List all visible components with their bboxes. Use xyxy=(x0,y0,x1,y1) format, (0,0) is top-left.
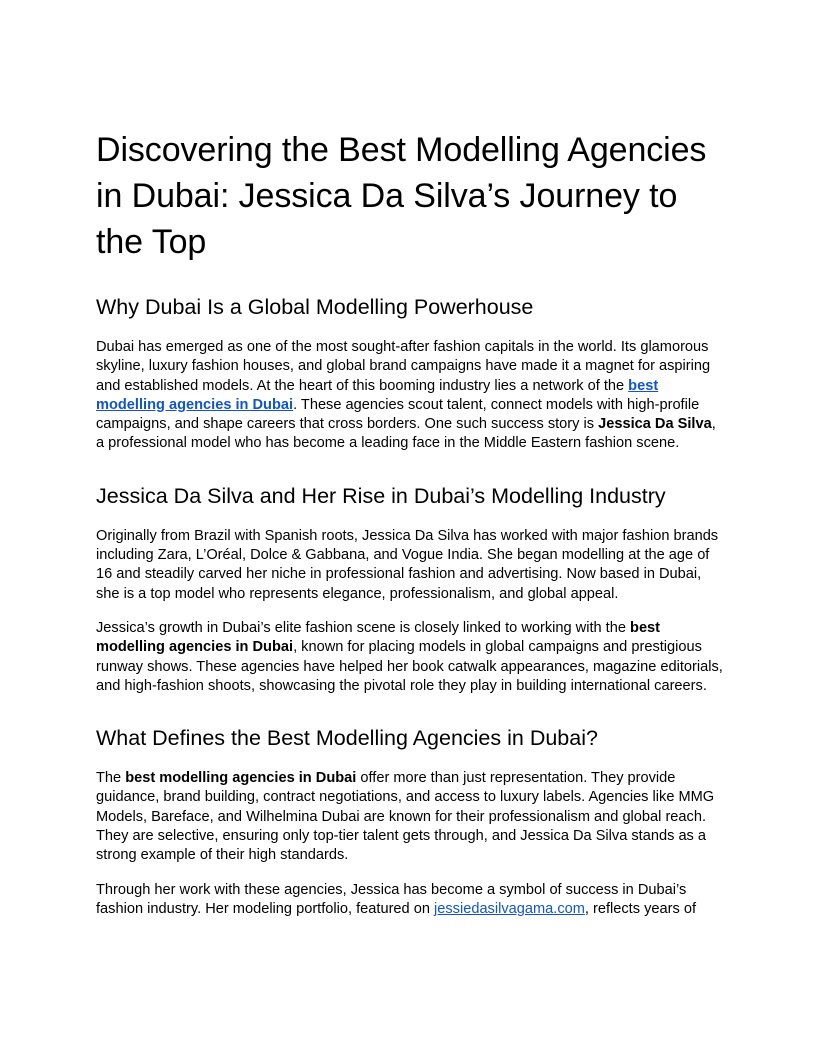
bold-name: Jessica Da Silva xyxy=(598,416,712,433)
paragraph-text: . These agencies scout talent, connect models with high-profile campaigns, and shape careers that cross borders. One such success story is xyxy=(96,396,700,433)
paragraph-jessica-growth xyxy=(96,619,724,696)
bold-phrase: best modelling agencies in Dubai xyxy=(125,770,357,787)
document-page xyxy=(96,127,724,934)
paragraph-text: offer more than just representation. They provide guidance, brand building, contract negotiations, and access to luxury labels. Agencies like MMG Models, Bareface, and Wilhelmina Dubai are known for their professionalism and global reach. They are selective, ensuring only top-tier talent gets through, and Jessica Da Silva stands as a strong example of their high standards. xyxy=(96,770,715,864)
best-agencies-link[interactable]: best modelling agencies in Dubai xyxy=(96,377,659,413)
paragraph-text: The xyxy=(96,770,126,787)
paragraph-text: , a professional model who has become a leading face in the Middle Eastern fashion scene. xyxy=(96,416,716,452)
section-heading-what-defines: What Defines the Best Modelling Agencies in Dubai? xyxy=(96,726,598,751)
paragraph-text: Dubai has emerged as one of the most sought-after fashion capitals in the world. Its glamorous skyline, luxury fashion houses, and global brand campaigns have made it a magnet for aspiring and established models. At the heart of this booming industry lies a network of the xyxy=(96,339,711,394)
paragraph-text: , reflects years of xyxy=(584,900,697,917)
section-heading-jessica-rise: Jessica Da Silva and Her Rise in Dubai’s Modelling Industry xyxy=(96,483,666,508)
portfolio-website-link[interactable]: jessiedasilvagama.com xyxy=(434,900,585,917)
document-title: Discovering the Best Modelling Agencies in Dubai: Jessica Da Silva’s Journey to the Top xyxy=(96,131,707,261)
section-heading-dubai-powerhouse: Why Dubai Is a Global Modelling Powerhouse xyxy=(96,295,534,319)
paragraph-jessica-background: Originally from Brazil with Spanish roots, Jessica Da Silva has worked with major fashion brands including Zara, L’Oréal, Dolce & Gabbana, and Vogue India. She began modelling at the age of 16 and steadily carved her niche in professional fashion and advertising. Now based in Dubai, she is a top model who represents elegance, professionalism, and global appeal. xyxy=(96,527,719,602)
paragraph-portfolio xyxy=(96,881,724,920)
paragraph-dubai-intro xyxy=(96,338,724,454)
paragraph-text: Jessica’s growth in Dubai’s elite fashion scene is closely linked to working with the xyxy=(96,619,631,636)
paragraph-text: Through her work with these agencies, Jessica has become a symbol of success in Dubai’s fashion industry. Her modeling portfolio, featured on xyxy=(96,881,687,917)
paragraph-agencies-definition xyxy=(96,769,724,865)
paragraph-text: , known for placing models in global campaigns and prestigious runway shows. These agencies have helped her book catwalk appearances, magazine editorials, and high-fashion shoots, showcasing the pivotal role they play in building international careers. xyxy=(96,639,723,694)
bold-phrase: best modelling agencies in Dubai xyxy=(96,619,661,656)
